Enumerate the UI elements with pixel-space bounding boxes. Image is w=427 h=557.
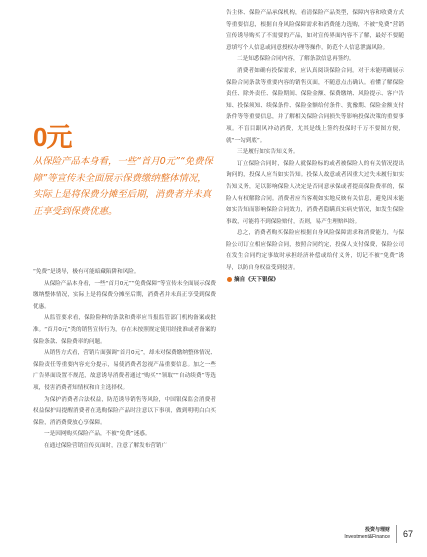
page-number: 67: [402, 529, 413, 539]
right-paragraph: 告主体、保险产品承保机构，看清保险产品类型，保障内容和收费方式等重要信息，根据自身风险保障需求和消费能力选购，不被“免费”营销宣传诱导购买了不需要的产品，如对宣传界面内容不了解，最好不要随意填写个人信息或同意授权办理等操作，防范个人信息泄露风险。: [226, 10, 404, 51]
magazine-en-name: Investment&Finance: [344, 534, 390, 540]
byline-source: 摘自《天下银保》: [234, 276, 279, 283]
page-footer: [344, 523, 413, 545]
left-paragraph: “免费”是诱导，极有可能暗藏陷阱和风险。: [33, 269, 140, 275]
left-paragraph: 从销售方式看，营销片面强调“首月0元”，却未对保费缴纳整体情况、保险责任等重要内容充分提示，易使消费者忽视产品重要信息。加之一些广告界面设置不规范，故意诱导消费者通过“购买”“领取”“自动续费”等选项，侵害消费者知情权和自主选择权。: [33, 350, 216, 391]
magazine-name: [344, 527, 390, 541]
right-paragraph: 订立保险合同时，保险人就保险标的或者被保险人的有关情况提出询问的，投保人应当如实告知。投保人故意或者因重大过失未履行如实告知义务，足以影响保险人决定是否同意承保或者提高保险费率的，保险人有权解除合同。消费者应当客观如实地反映有关信息，避免因未能如实告知而影响保险合同效力，消费者隐瞒真实病史情况，如发生保险事故，可能将不到保险赔付，否则，易产生理赔纠纷。: [226, 160, 404, 225]
left-paragraph: 从监管要求看，保险险种的条款和费率应当报监管部门机构备案或批准。“首月0元”类的销售宣传行为，存在未按照规定使用经批准或者备案的保险条款、保险费率的问题。: [33, 315, 216, 345]
article-title: 0元: [33, 122, 72, 152]
right-column: [226, 8, 404, 286]
bullet-dot-icon: [227, 277, 232, 282]
right-paragraph: 消费者如确有投保需求，应认真阅读保险合同。对于未能明确展示保险合同条款等重要内容的销售页面，不随意点击确认。看懂了解保险责任、除外责任、保险期间、保险金额、保费缴纳、风险提示、客户告知、投保须知、续保条件、保险金额给付条件、犹豫期、保险金额支付条件等等重要信息，并了解相关保险合同损失等影响投保决策的重要事项。不盲目跟风冲动消费，尤其是线上签约投保时千万不要图方便，就“一勾到底”。: [226, 67, 404, 144]
left-paragraph: 在通过保险营销宣传页面时，注意了解发布营销广: [44, 442, 168, 449]
lead-quote: 从保险产品本身看，一些“首月0元”“免费保障”等宣传未全面展示保费缴纳整体情况，实际上是将保费分摊至后期，消费者并未真正享受到保费优惠。: [33, 156, 213, 217]
left-paragraph: 为保护消费者合法权益，防范诱导销售等风险，中国银保监会消费者权益保护局提醒消费者在选购保险产品时注意以下事项，做到明明白白买保险，消消费费放心享保障。: [33, 396, 216, 426]
magazine-cn-name: 投资与理财: [364, 527, 390, 533]
footer-divider: [396, 525, 397, 543]
left-column: [33, 267, 216, 453]
left-paragraph: 从保险产品本身看，一些“首月0元”“免费保障”等宣传未全面展示保费缴纳整体情况，实际上是将保费分摊至后期，消费者并未真正享受到保费优惠。: [33, 280, 216, 310]
right-paragraph: 三是履行如实告知义务。: [237, 149, 299, 156]
right-paragraph: 总之，消费者购买保险应根据自身风险保障需求和消费能力，与保险公司订立相应保险合同，按照合同约定，投保人支付保费，保险公司在发生合同约定事故时承担经济补偿或给付义务，切记不被“免费”诱导，以防自身权益受到侵害。: [226, 230, 404, 272]
left-paragraph: 一是因网购买保险产品，不被“免费”迷惑。: [44, 431, 151, 438]
right-paragraph: 二是知悉保险合同内容，了解条款信息再签约。: [237, 56, 355, 63]
byline: [226, 275, 404, 287]
